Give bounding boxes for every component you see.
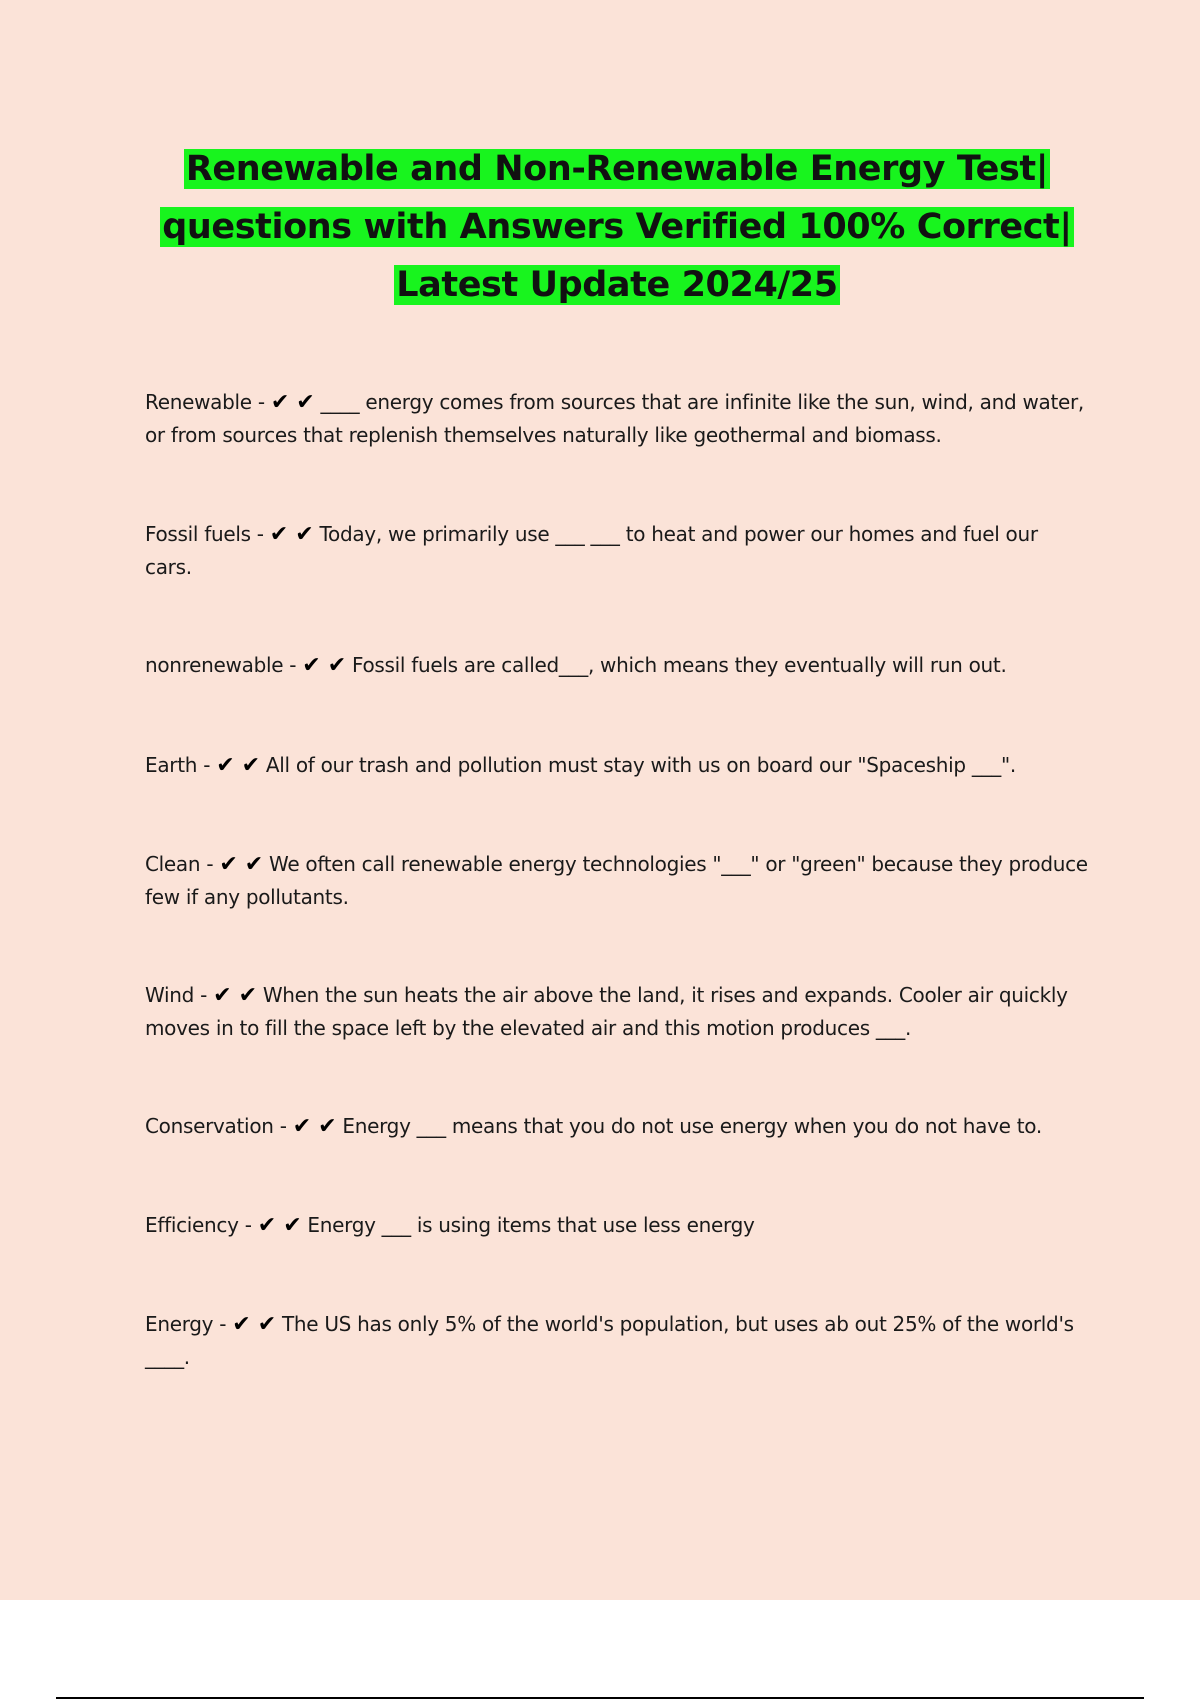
qa-separator: - <box>273 1114 293 1138</box>
qa-term: Energy <box>145 1312 214 1336</box>
qa-item <box>145 649 1090 682</box>
double-check-icon: ✔ ✔ <box>216 753 260 778</box>
double-check-icon: ✔ ✔ <box>292 1114 337 1139</box>
qa-item <box>145 1110 1090 1143</box>
qa-item <box>145 1308 1090 1374</box>
qa-item <box>145 1209 1090 1242</box>
qa-separator: - <box>251 390 271 414</box>
qa-definition: The US has only 5% of the world's population, but uses ab out 25% of the world's ____. <box>145 1312 1074 1369</box>
qa-term: Wind <box>145 983 195 1007</box>
qa-separator: - <box>197 753 217 777</box>
qa-item <box>145 979 1090 1045</box>
qa-definition: We often call renewable energy technologies "___" or "green" because they produce few if any pollutants. <box>145 852 1088 909</box>
qa-item <box>145 386 1090 452</box>
document-title: Renewable and Non-Renewable Energy Test| questions with Answers Verified 100% Correct| Latest Update 2024/25 <box>162 149 1072 305</box>
qa-term: Fossil fuels <box>145 522 251 546</box>
qa-separator: - <box>194 983 214 1007</box>
qa-separator: - <box>200 852 220 876</box>
qa-term: Earth <box>145 753 198 777</box>
double-check-icon: ✔ ✔ <box>270 390 315 415</box>
double-check-icon: ✔ ✔ <box>232 1312 276 1337</box>
qa-term: Renewable <box>145 390 252 414</box>
title-block <box>150 140 1084 314</box>
qa-definition: When the sun heats the air above the land, it rises and expands. Cooler air quickly moves in to fill the space left by the elevated air and this motion produces ___. <box>145 983 1068 1040</box>
qa-definition: All of our trash and pollution must stay with us on board our "Spaceship ___". <box>265 753 1016 777</box>
qa-item <box>145 848 1090 914</box>
qa-definition: Energy ___ means that you do not use energy when you do not have to. <box>342 1114 1042 1138</box>
qa-definition: Today, we primarily use ___ ___ to heat and power our homes and fuel our cars. <box>145 522 1038 579</box>
qa-definition: Fossil fuels are called___, which means they eventually will run out. <box>351 653 1007 677</box>
footer-divider <box>56 1697 1144 1699</box>
qa-term: Conservation <box>145 1114 274 1138</box>
double-check-icon: ✔ ✔ <box>213 983 257 1008</box>
qa-separator: - <box>238 1213 258 1237</box>
qa-separator: - <box>213 1312 233 1336</box>
qa-item <box>145 518 1090 584</box>
qa-definition: ____ energy comes from sources that are infinite like the sun, wind, and water, or from sources that replenish themselves naturally like geothermal and biomass. <box>145 390 1084 447</box>
double-check-icon: ✔ ✔ <box>302 653 346 678</box>
qa-term: nonrenewable <box>145 653 284 677</box>
qa-separator: - <box>283 653 303 677</box>
double-check-icon: ✔ ✔ <box>269 522 314 547</box>
double-check-icon: ✔ ✔ <box>257 1213 302 1238</box>
qa-separator: - <box>250 522 270 546</box>
qa-term: Clean <box>145 852 201 876</box>
double-check-icon: ✔ ✔ <box>219 852 263 877</box>
qa-item <box>145 749 1090 782</box>
qa-definition: Energy ___ is using items that use less energy <box>307 1213 755 1237</box>
qa-term: Efficiency <box>145 1213 239 1237</box>
